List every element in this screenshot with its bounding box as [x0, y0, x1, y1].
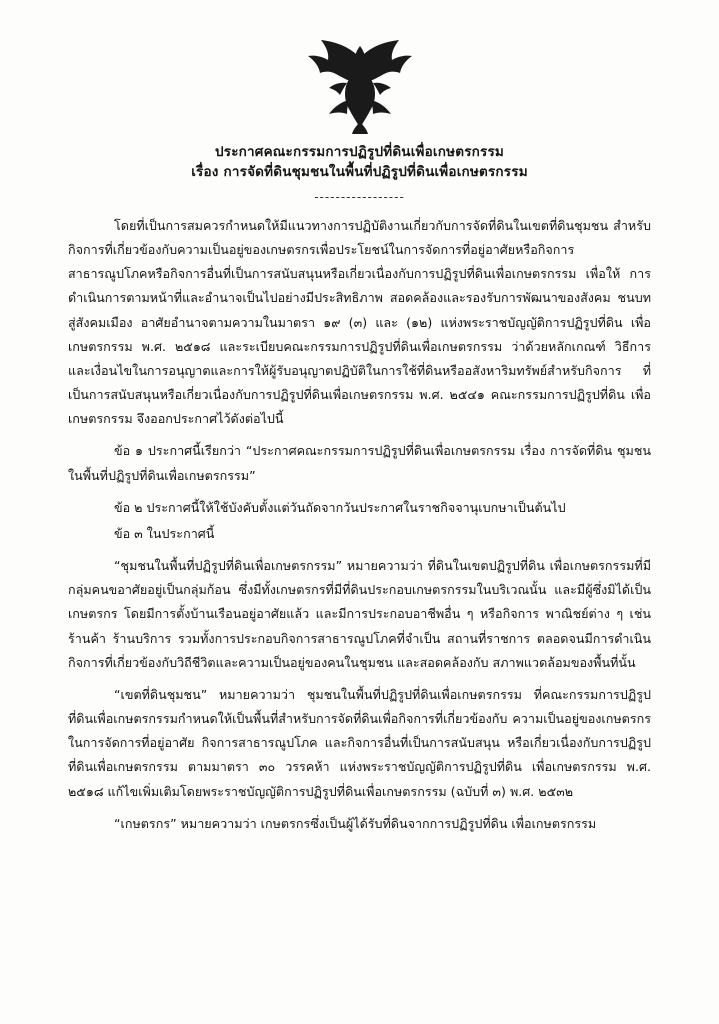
garuda-emblem-icon	[305, 38, 415, 134]
document-title: ประกาศคณะกรรมการปฏิรูปที่ดินเพื่อเกษตรกรรม	[214, 144, 505, 160]
document-subtitle: เรื่อง การจัดที่ดินชุมชนในพื้นที่ปฏิรูปที่ดินเพื่อเกษตรกรรม	[191, 164, 528, 181]
paragraph-preamble: โดยที่เป็นการสมควรกำหนดให้มีแนวทางการปฏิบัติงานเกี่ยวกับการจัดที่ดินในเขตที่ดินชุมชน สำหรับกิจการที่เกี่ยวข้องกับความเป็นอยู่ของเกษตรกรเพื่อประโยชน์ในการจัดการที่อยู่อาศัยหรือกิจการ สาธารณูปโภคหรือกิจการอื่นที่เป็นการสนับสนุนหรือเกี่ยวเนื่องกับการปฏิรูปที่ดินเพื่อเกษตรกรรม เพื่อให้ การดำเนินการตามหน้าที่และอำนาจเป็นไปอย่างมีประสิทธิภาพ สอดคล้องและรองรับการพัฒนาของสังคม ชนบทสู่สังคมเมือง อาศัยอำนาจตามความในมาตรา ๑๙ (๓) และ (๑๒) แห่งพระราชบัญญัติการปฏิรูปที่ดิน เพื่อเกษตรกรรม พ.ศ. ๒๕๑๘ และระเบียบคณะกรรมการปฏิรูปที่ดินเพื่อเกษตรกรรม ว่าด้วยหลักเกณฑ์ วิธีการ และเงื่อนไขในการอนุญาตและการให้ผู้รับอนุญาตปฏิบัติในการใช้ที่ดินหรืออสังหาริมทรัพย์สำหรับกิจการ ที่เป็นการสนับสนุนหรือเกี่ยวเนื่องกับการปฏิรูปที่ดินเพื่อเกษตรกรรม พ.ศ. ๒๕๔๑ คณะกรรมการปฏิรูปที่ดิน เพื่อเกษตรกรรม จึงออกประกาศไว้ดังต่อไปนี้	[68, 217, 651, 427]
title-divider: -----------------	[314, 189, 405, 204]
title-block	[0, 142, 719, 184]
document-body	[68, 214, 651, 836]
paragraph-definition-community-land-zone: “เขตที่ดินชุมชน” หมายความว่า ชุมชนในพื้นที่ปฏิรูปที่ดินเพื่อเกษตรกรรม ที่คณะกรรมการปฏิรูปที่ดินเพื่อเกษตรกรรมกำหนดให้เป็นพื้นที่สำหรับการจัดที่ดินเพื่อกิจการที่เกี่ยวข้องกับ ความเป็นอยู่ของเกษตรกรในการจัดการที่อยู่อาศัย กิจการสาธารณูปโภค และกิจการอื่นที่เป็นการสนับสนุน หรือเกี่ยวเนื่องกับการปฏิรูปที่ดินเพื่อเกษตรกรรม ตามมาตรา ๓๐ วรรคห้า แห่งพระราชบัญญัติการปฏิรูปที่ดิน เพื่อเกษตรกรรม พ.ศ. ๒๕๑๘ แก้ไขเพิ่มเติมโดยพระราชบัญญัติการปฏิรูปที่ดินเพื่อเกษตรกรรม (ฉบับที่ ๓) พ.ศ. ๒๕๓๒	[68, 686, 651, 799]
paragraph-clause-2: ข้อ ๒ ประกาศนี้ให้ใช้บังคับตั้งแต่วันถัดจากวันประกาศในราชกิจจานุเบกษาเป็นต้นไป	[114, 499, 566, 515]
paragraph-definition-farmer: “เกษตรกร” หมายความว่า เกษตรกรซึ่งเป็นผู้ได้รับที่ดินจากการปฏิรูปที่ดิน เพื่อเกษตรกรรม	[114, 815, 597, 831]
paragraph-clause-1: ข้อ ๑ ประกาศนี้เรียกว่า “ประกาศคณะกรรมการปฏิรูปที่ดินเพื่อเกษตรกรรม เรื่อง การจัดที่ดิน ชุมชนในพื้นที่ปฏิรูปที่ดินเพื่อเกษตรกรรม”	[68, 443, 651, 483]
emblem-container	[0, 0, 719, 134]
paragraph-clause-3: ข้อ ๓ ในประกาศนี้	[114, 525, 215, 541]
paragraph-definition-community-area: “ชุมชนในพื้นที่ปฏิรูปที่ดินเพื่อเกษตรกรรม” หมายความว่า ที่ดินในเขตปฏิรูปที่ดิน เพื่อเกษตรกรรมที่มีกลุ่มคนขอาศัยอยู่เป็นกลุ่มก้อน ซึ่งมีทั้งเกษตรกรที่มีที่ดินประกอบเกษตรกรรมในบริเวณนั้น และมีผู้ซึ่งมิได้เป็นเกษตรกร โดยมีการตั้งบ้านเรือนอยู่อาศัยแล้ว และมีการประกอบอาชีพอื่น ๆ หรือกิจการ พาณิชย์ต่าง ๆ เช่น ร้านค้า ร้านบริการ รวมทั้งการประกอบกิจการสาธารณูปโภคที่จำเป็น สถานที่ราชการ ตลอดจนมีการดำเนินกิจการที่เกี่ยวข้องกับวิถีชีวิตและความเป็นอยู่ของคนในชุมชน และสอดคล้องกับ สภาพแวดล้อมของพื้นที่นั้น	[68, 558, 651, 670]
